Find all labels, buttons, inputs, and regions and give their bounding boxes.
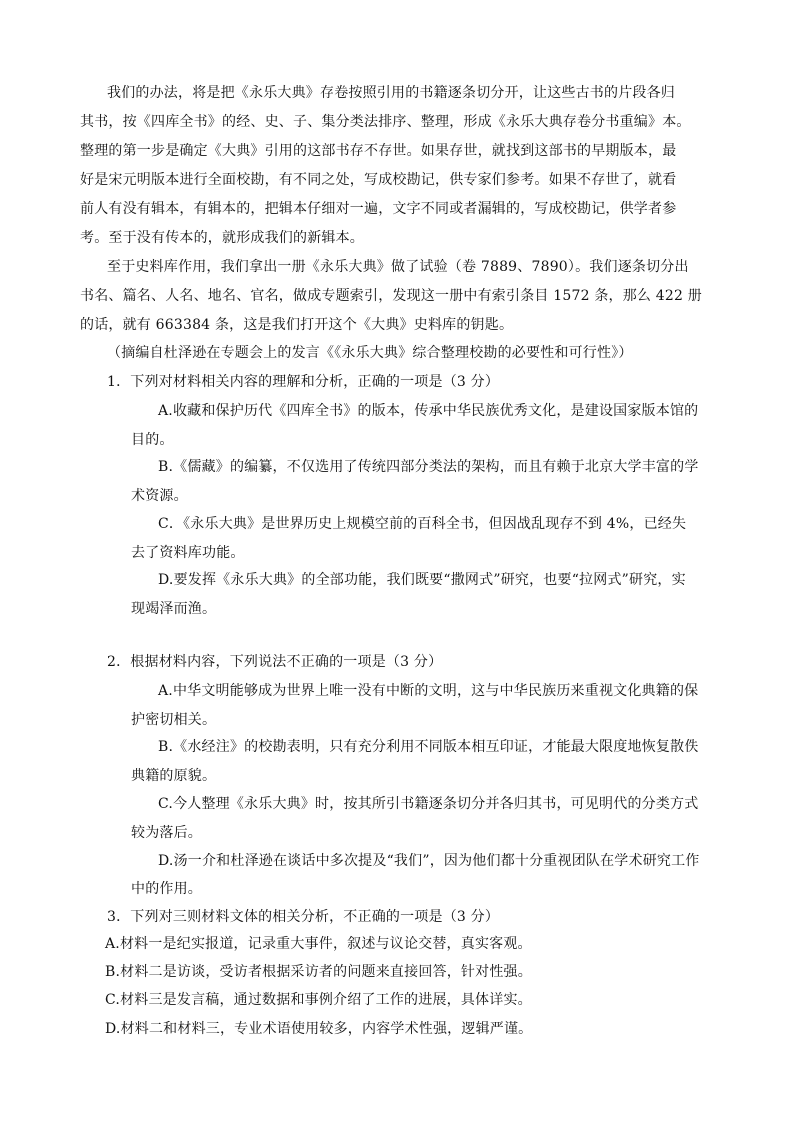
passage-p1-line2: 其书，按《四库全书》的经、史、子、集分类法排序、整理，形成《永乐大典存卷分书重编》本。 <box>80 114 691 130</box>
q1-option-a-line2: 目的。 <box>131 432 174 448</box>
q3-option-c: C.材料三是发言稿，通过数据和事例介绍了工作的进展，具体详实。 <box>105 992 532 1008</box>
passage-p1-line3: 整理的第一步是确定《大典》引用的这部书存不存世。如果存世，就找到这部书的早期版本，最 <box>80 143 677 159</box>
passage-p2-line1: 至于史料库作用，我们拿出一册《永乐大典》做了试验（卷 7889、7890）。我们逐条切分出 <box>107 259 689 275</box>
passage-p2-line3: 的话，就有 663384 条，这是我们打开这个《大典》史料库的钥匙。 <box>80 317 514 333</box>
q2-option-c-line1: C.今人整理《永乐大典》时，按其所引书籍逐条切分并各归其书，可见明代的分类方式 <box>158 796 699 812</box>
q1-option-b-line1: B.《儒藏》的编纂，不仅选用了传统四部分类法的架构，而且有赖于北京大学丰富的学 <box>158 459 699 475</box>
q1-option-d-line1: D.要发挥《永乐大典》的全部功能，我们既要“撒网式”研究，也要“拉网式”研究，实 <box>158 572 686 588</box>
q2-option-a-line2: 护密切相关。 <box>131 712 217 728</box>
q2-stem: 2．根据材料内容，下列说法不正确的一项是（3 分） <box>107 654 443 670</box>
q2-option-b-line2: 典籍的原貌。 <box>131 768 217 784</box>
passage-p2-line2: 书名、篇名、人名、地名、官名，做成专题索引，发现这一册中有索引条目 1572 条，那么 422 册 <box>80 288 702 304</box>
q3-option-a: A.材料一是纪实报道，记录重大事件，叙述与议论交替，真实客观。 <box>105 936 532 952</box>
q2-option-d-line1: D.汤一介和杜泽逊在谈话中多次提及“我们”，因为他们都十分重视团队在学术研究工作 <box>158 853 700 869</box>
q2-option-b-line1: B.《水经注》的校勘表明，只有充分利用不同版本相互印证，才能最大限度地恢复散佚 <box>158 739 699 755</box>
q1-stem: 1．下列对材料相关内容的理解和分析，正确的一项是（3 分） <box>107 374 500 390</box>
q2-option-a-line1: A.中华文明能够成为世界上唯一没有中断的文明，这与中华民族历来重视文化典籍的保 <box>158 683 699 699</box>
passage-source: （摘编自杜泽逊在专题会上的发言《《永乐大典》综合整理校勘的必要性和可行性》） <box>107 345 633 361</box>
q1-option-a-line1: A.收藏和保护历代《四库全书》的版本，传承中华民族优秀文化，是建设国家版本馆的 <box>158 403 699 419</box>
q3-option-b: B.材料二是访谈，受访者根据采访者的问题来直接回答，针对性强。 <box>105 964 532 980</box>
q1-option-c-line2: 去了资料库功能。 <box>131 545 245 561</box>
passage-p1-line6: 考。至于没有传本的，就形成我们的新辑本。 <box>80 230 364 246</box>
q1-option-c-line1: C．《永乐大典》是世界历史上规模空前的百科全书，但因战乱现存不到 4%，已经失 <box>158 516 687 532</box>
q1-option-b-line2: 术资源。 <box>131 488 188 504</box>
q2-option-c-line2: 较为落后。 <box>131 825 202 841</box>
passage-p1-line5: 前人有没有辑本，有辑本的，把辑本仔细对一遍，文字不同或者漏辑的，写成校勘记，供学者参 <box>80 201 677 217</box>
passage-p1-line1: 我们的办法，将是把《永乐大典》存卷按照引用的书籍逐条切分开，让这些古书的片段各归 <box>107 85 675 101</box>
q3-option-d: D.材料二和材料三，专业术语使用较多，内容学术性强，逻辑严谨。 <box>105 1021 533 1037</box>
q1-option-d-line2: 现竭泽而渔。 <box>131 601 217 617</box>
passage-p1-line4: 好是宋元明版本进行全面校勘，有不同之处，写成校勘记，供专家们参考。如果不存世了，就看 <box>80 172 677 188</box>
q3-stem: 3．下列对三则材料文体的相关分析，不正确的一项是（3 分） <box>107 909 500 925</box>
q2-option-d-line2: 中的作用。 <box>131 881 202 897</box>
